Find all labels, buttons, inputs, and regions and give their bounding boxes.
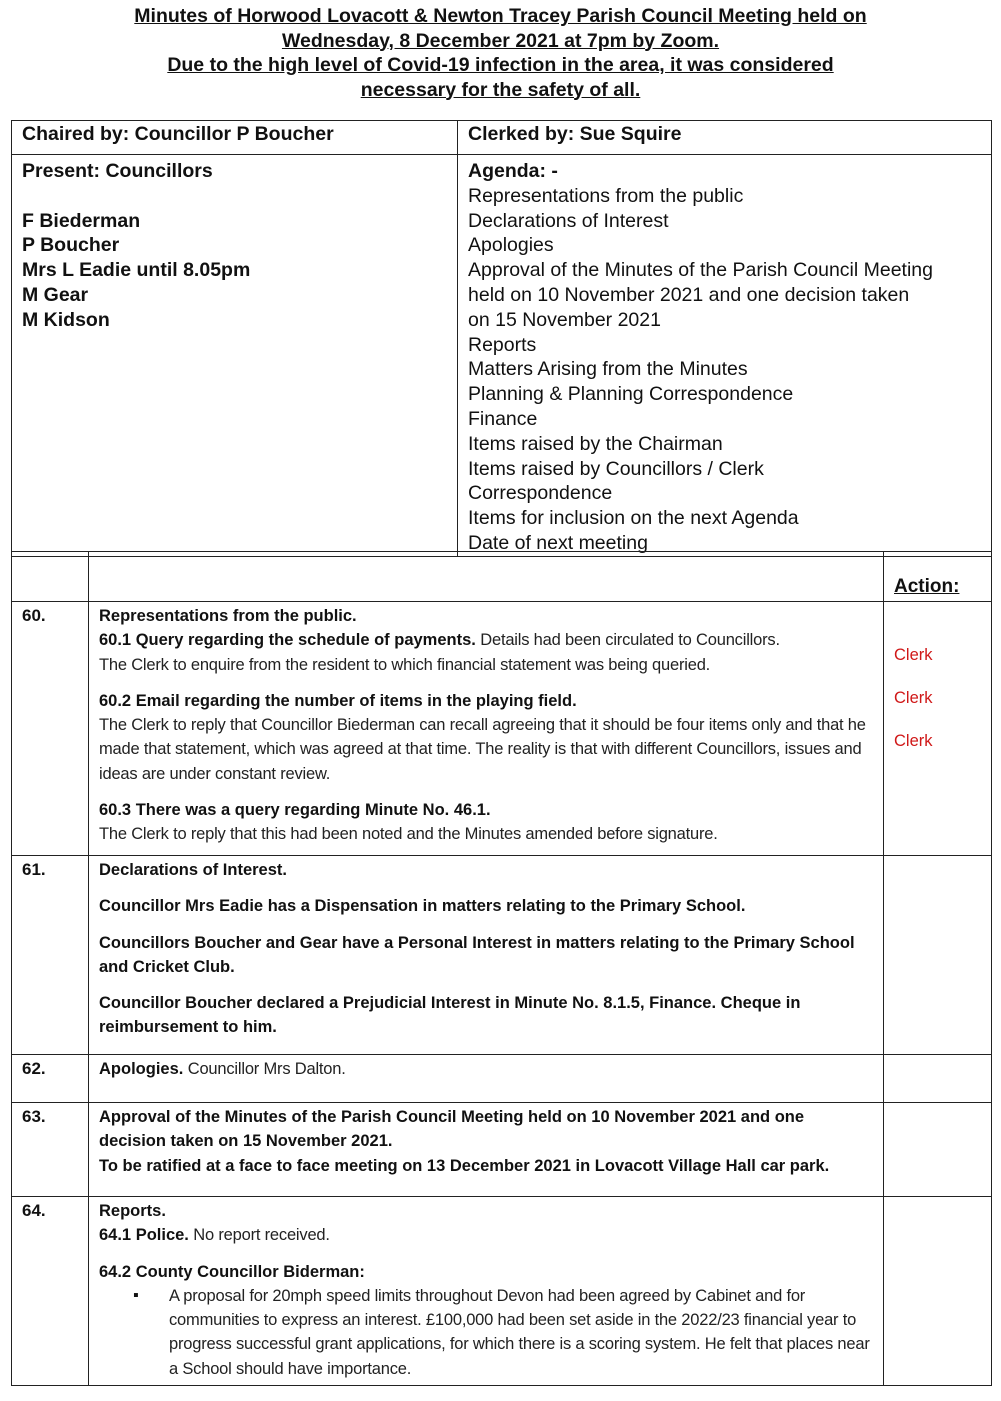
subsection-heading: 60.3 There was a query regarding Minute No. 46.1. bbox=[99, 801, 491, 820]
present-member: M Kidson bbox=[22, 308, 110, 331]
minute-row-60 bbox=[12, 602, 992, 856]
minute-number: 61. bbox=[12, 856, 89, 1055]
minute-body bbox=[89, 1103, 884, 1197]
agenda-item: held on 10 November 2021 and one decision taken bbox=[468, 283, 910, 306]
agenda-item: on 15 November 2021 bbox=[468, 308, 661, 331]
title-line: Minutes of Horwood Lovacott & Newton Tracey Parish Council Meeting held on bbox=[134, 5, 867, 27]
subsection-text: No report received. bbox=[188, 1226, 330, 1245]
action-clerk: Clerk bbox=[894, 689, 933, 707]
agenda-item: Items raised by Councillors / Clerk bbox=[468, 457, 764, 480]
meeting-info-table bbox=[11, 120, 992, 557]
minute-number: 62. bbox=[12, 1055, 89, 1103]
present-label: Present: Councillors bbox=[22, 160, 213, 182]
minutes-header-row bbox=[12, 552, 992, 602]
agenda-item: Correspondence bbox=[468, 482, 613, 505]
report-bullet-list bbox=[99, 1284, 873, 1381]
agenda-label: Agenda: - bbox=[468, 160, 558, 182]
document-title bbox=[0, 4, 1001, 102]
action-cell bbox=[884, 602, 992, 856]
interest-declaration: Councillors Boucher and Gear have a Personal Interest in matters relating to the Primary School and Cricket Club. bbox=[99, 933, 855, 976]
minute-number: 63. bbox=[12, 1103, 89, 1197]
minute-body bbox=[89, 602, 884, 856]
subsection-text: The Clerk to reply that this had been noted and the Minutes amended before signature. bbox=[99, 825, 718, 844]
minute-body bbox=[89, 1197, 884, 1386]
title-line: necessary for the safety of all. bbox=[360, 78, 641, 101]
minute-body bbox=[89, 1055, 884, 1103]
agenda-item: Items raised by the Chairman bbox=[468, 432, 723, 455]
agenda-cell bbox=[458, 155, 992, 557]
agenda-item: Declarations of Interest bbox=[468, 209, 669, 232]
interest-declaration: Councillor Boucher declared a Prejudicial Interest in Minute No. 8.1.5, Finance. Cheque in reimbursement to him. bbox=[99, 994, 801, 1037]
present-member: F Biederman bbox=[22, 209, 141, 232]
minute-title: Declarations of Interest. bbox=[99, 861, 287, 879]
agenda-item: Date of next meeting bbox=[468, 531, 648, 554]
agenda-item: Apologies bbox=[468, 234, 554, 257]
clerked-by: Clerked by: Sue Squire bbox=[458, 121, 992, 155]
minute-text: To be ratified at a face to face meeting on 13 December 2021 in Lovacott Village Hall car park. bbox=[99, 1156, 830, 1175]
present-member: Mrs L Eadie until 8.05pm bbox=[22, 259, 251, 282]
action-clerk: Clerk bbox=[894, 732, 933, 750]
minute-title: Approval of the Minutes of the Parish Council Meeting held on 10 November 2021 and one decision taken on 15 November 2021. bbox=[99, 1108, 805, 1151]
report-bullet: ▪ A proposal for 20mph speed limits throughout Devon had been agreed by Cabinet and for communities to express an interest. £100,000 had been set aside in the 2022/23 financial year to progress successful grant applications, for which there is a scoring system. He felt that places near a School should have importance. bbox=[169, 1284, 873, 1381]
subsection-heading: 60.1 Query regarding the schedule of payments. bbox=[99, 631, 476, 650]
minutes-table bbox=[11, 551, 992, 1386]
title-line: Wednesday, 8 December 2021 at 7pm by Zoom. bbox=[281, 29, 720, 52]
present-cell bbox=[12, 155, 458, 557]
agenda-item: Planning & Planning Correspondence bbox=[468, 383, 794, 406]
subsection-text: Details had been circulated to Councillors. bbox=[475, 631, 780, 650]
agenda-item: Representations from the public bbox=[468, 184, 744, 207]
minute-title: Reports. bbox=[99, 1202, 166, 1220]
subsection-text: The Clerk to reply that Councillor Biederman can recall agreeing that it should be four items only and that he made that statement, which was agreed at that time. The reality is that with different Councillors, issues and ideas are under constant review. bbox=[99, 716, 866, 783]
minute-row-61 bbox=[12, 856, 992, 1055]
agenda-item: Reports bbox=[468, 333, 537, 356]
action-column-header: Action: bbox=[884, 552, 992, 602]
subsection-heading: 64.1 Police. bbox=[99, 1226, 189, 1245]
minute-number: 64. bbox=[12, 1197, 89, 1386]
subsection-text: The Clerk to enquire from the resident to which financial statement was being queried. bbox=[99, 655, 711, 674]
minute-text: Councillor Mrs Dalton. bbox=[183, 1060, 346, 1078]
action-clerk: Clerk bbox=[894, 646, 933, 664]
agenda-item: Approval of the Minutes of the Parish Council Meeting bbox=[468, 259, 934, 282]
title-line: Due to the high level of Covid-19 infection in the area, it was considered bbox=[167, 54, 834, 76]
subsection-heading: 64.2 County Councillor Biderman: bbox=[99, 1262, 365, 1281]
agenda-item: Matters Arising from the Minutes bbox=[468, 358, 748, 381]
minute-row-63 bbox=[12, 1103, 992, 1197]
subsection-heading: 60.2 Email regarding the number of items in the playing field. bbox=[99, 691, 577, 710]
interest-declaration: Councillor Mrs Eadie has a Dispensation in matters relating to the Primary School. bbox=[99, 897, 746, 916]
agenda-item: Items for inclusion on the next Agenda bbox=[468, 507, 799, 530]
agenda-item: Finance bbox=[468, 407, 538, 430]
present-member: P Boucher bbox=[22, 234, 120, 257]
minute-title: Representations from the public. bbox=[99, 607, 357, 625]
chaired-by: Chaired by: Councillor P Boucher bbox=[12, 121, 458, 155]
minute-subsection-60-1 bbox=[99, 628, 873, 652]
present-member: M Gear bbox=[22, 283, 89, 306]
minute-row-62 bbox=[12, 1055, 992, 1103]
minute-number: 60. bbox=[12, 602, 89, 856]
minute-body bbox=[89, 856, 884, 1055]
minute-row-64 bbox=[12, 1197, 992, 1386]
minute-title: Apologies. bbox=[99, 1060, 184, 1078]
